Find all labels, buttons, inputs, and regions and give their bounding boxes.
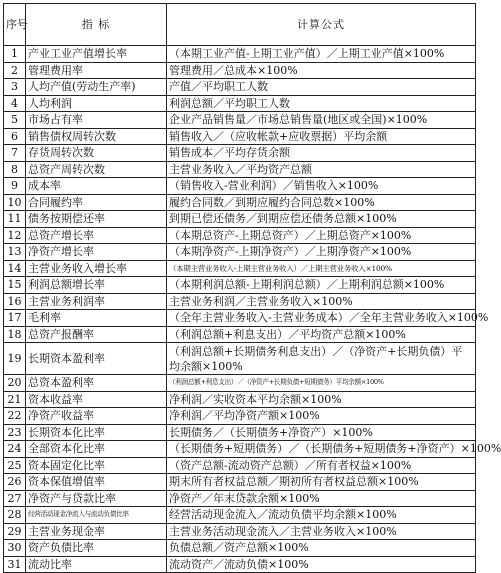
row-indicator: 总资本盈利率 [26,375,167,392]
row-formula: 到期已偿还债务／到期应偿还债务总额×100% [167,211,476,228]
row-formula: 净资产／年末贷款余额×100% [167,490,476,507]
table-row [4,95,476,112]
row-number: 21 [4,391,26,408]
row-number: 12 [4,227,26,244]
row-formula: （销售收入-营业利润）／销售收入×100% [167,178,476,195]
row-number: 25 [4,457,26,474]
table-row [4,62,476,79]
row-formula: （本期主营业务收入-上期主营业务收入）／上期主营业务收入×100% [167,260,476,277]
table-row [4,540,476,557]
row-formula: 产值／平均职工人数 [167,79,476,96]
row-number: 6 [4,128,26,145]
row-indicator: 全部资本化比率 [26,441,167,458]
row-formula: （本期净资产-上期净资产）／上期净资产×100% [167,244,476,261]
row-number: 31 [4,556,26,573]
row-indicator: 资产负债比率 [26,540,167,557]
row-indicator: 经营活动现金净流入与流动负债比率 [26,507,167,524]
row-formula: 销售收入／（应收帐款+应收票据）平均余额 [167,128,476,145]
row-indicator: 长期资本盈利率 [26,343,167,375]
table-row [4,227,476,244]
row-number: 20 [4,375,26,392]
row-indicator: 流动比率 [26,556,167,573]
row-indicator: 人均利润 [26,95,167,112]
row-number: 30 [4,540,26,557]
row-indicator: 净资产与贷款比率 [26,490,167,507]
table-row [4,244,476,261]
table-row [4,112,476,129]
row-formula: 利润总额／平均职工人数 [167,95,476,112]
table-row [4,375,476,392]
table-row [4,326,476,343]
row-indicator: 净资产增长率 [26,244,167,261]
row-number: 7 [4,145,26,162]
table-row [4,260,476,277]
table-row [4,310,476,327]
row-indicator: 主营业务现金率 [26,523,167,540]
row-number: 18 [4,326,26,343]
row-formula: （本期工业产值-上期工业产值）／上期工业产值×100% [167,46,476,63]
row-indicator: 资本固定化比率 [26,457,167,474]
row-formula: （本期总资产-上期总资产）／上期总资产×100% [167,227,476,244]
row-indicator: 总资产周转次数 [26,161,167,178]
table-body [4,4,501,573]
row-indicator: 成本率 [26,178,167,195]
row-number: 8 [4,161,26,178]
row-number: 27 [4,490,26,507]
table-row [4,441,476,458]
row-formula: （资产总额-流动资产总额）／所有者权益×100% [167,457,476,474]
table-row [4,457,476,474]
row-formula: 长期债务／（长期债务+净资产）×100% [167,424,476,441]
row-number: 16 [4,293,26,310]
row-formula: 净利润／平均净资产额×100% [167,408,476,425]
row-number: 24 [4,441,26,458]
row-indicator: 总资产报酬率 [26,326,167,343]
row-formula: 期末所有者权益总额／期初所有者权益总额×100% [167,474,476,491]
table-row [4,293,476,310]
row-number: 19 [4,343,26,375]
row-number: 4 [4,95,26,112]
table-row [4,161,476,178]
formula-table [3,3,501,573]
row-formula: （利润总额+利息支出）／平均资产总额×100% [167,326,476,343]
row-number: 10 [4,194,26,211]
table-row [4,343,476,375]
row-number: 13 [4,244,26,261]
row-formula: 管理费用／总成本×100% [167,62,476,79]
row-formula: 流动资产／流动负债×100% [167,556,476,573]
table-row [4,408,476,425]
row-number: 26 [4,474,26,491]
table-row [4,424,476,441]
table-row [4,507,476,524]
table-row [4,128,476,145]
row-formula: 主营业务收入／平均资产总额 [167,161,476,178]
row-indicator: 毛利率 [26,310,167,327]
row-indicator: 利润总额增长率 [26,277,167,294]
row-indicator: 合同履约率 [26,194,167,211]
row-number: 1 [4,46,26,63]
row-formula: （利润总额+长期债务利息支出）／（净资产+长期负债）平均余额×100% [167,343,476,375]
row-formula: 主营业务活动现金流入／主营业务收入×100% [167,523,476,540]
row-number: 17 [4,310,26,327]
header-no: 序号 [4,4,26,46]
row-number: 9 [4,178,26,195]
row-number: 2 [4,62,26,79]
row-indicator: 债务按期偿还率 [26,211,167,228]
row-formula: 负债总额／资产总额×100% [167,540,476,557]
row-number: 28 [4,507,26,524]
row-formula: 销售成本／平均存货余额 [167,145,476,162]
row-indicator: 产业工业产值增长率 [26,46,167,63]
row-formula: （利润总额+利息支出）／（净资产+长期负债+短期债务）平均余额×100% [167,375,476,392]
row-indicator: 人均产值(劳动生产率) [26,79,167,96]
table-row [4,523,476,540]
table-row [4,391,476,408]
row-number: 11 [4,211,26,228]
table-row [4,490,476,507]
row-number: 5 [4,112,26,129]
row-indicator: 主营业务收入增长率 [26,260,167,277]
table-row [4,178,476,195]
row-number: 29 [4,523,26,540]
table-row [4,145,476,162]
row-formula: （长期债务+短期债务）／（长期债务+短期债务+净资产）×100% [167,441,476,458]
row-formula: 企业产品销售量／市场总销售量(地区或全国)×100% [167,112,476,129]
table-row [4,474,476,491]
table-row [4,194,476,211]
row-formula: 经营活动现金流入／流动负债平均余额×100% [167,507,476,524]
row-formula: 履约合同数／到期应履约合同总数×100% [167,194,476,211]
table-row [4,211,476,228]
row-indicator: 主营业务利润率 [26,293,167,310]
row-indicator: 净资产收益率 [26,408,167,425]
table-row [4,79,476,96]
row-number: 22 [4,408,26,425]
row-formula: 主营业务利润／主营业务收入×100% [167,293,476,310]
row-indicator: 销售债权周转次数 [26,128,167,145]
row-indicator: 长期资本化比率 [26,424,167,441]
row-formula: （全年主营业务收入-主营业务成本）／全年主营业务收入×100% [167,310,476,327]
header-row [4,4,476,46]
row-number: 23 [4,424,26,441]
row-formula: 净利润／实收资本平均余额×100% [167,391,476,408]
row-indicator: 资本收益率 [26,391,167,408]
row-indicator: 总资产增长率 [26,227,167,244]
row-indicator: 市场占有率 [26,112,167,129]
table-row [4,46,476,63]
row-indicator: 存货周转次数 [26,145,167,162]
row-formula: （本期利润总额-上期利润总额）／上期利润总额×100% [167,277,476,294]
row-number: 3 [4,79,26,96]
table-row [4,556,476,573]
row-number: 14 [4,260,26,277]
header-indicator: 指 标 [26,4,167,46]
header-formula: 计算公式 [167,4,476,46]
row-indicator: 资本保值增值率 [26,474,167,491]
row-indicator: 管理费用率 [26,62,167,79]
table-row [4,277,476,294]
row-number: 15 [4,277,26,294]
